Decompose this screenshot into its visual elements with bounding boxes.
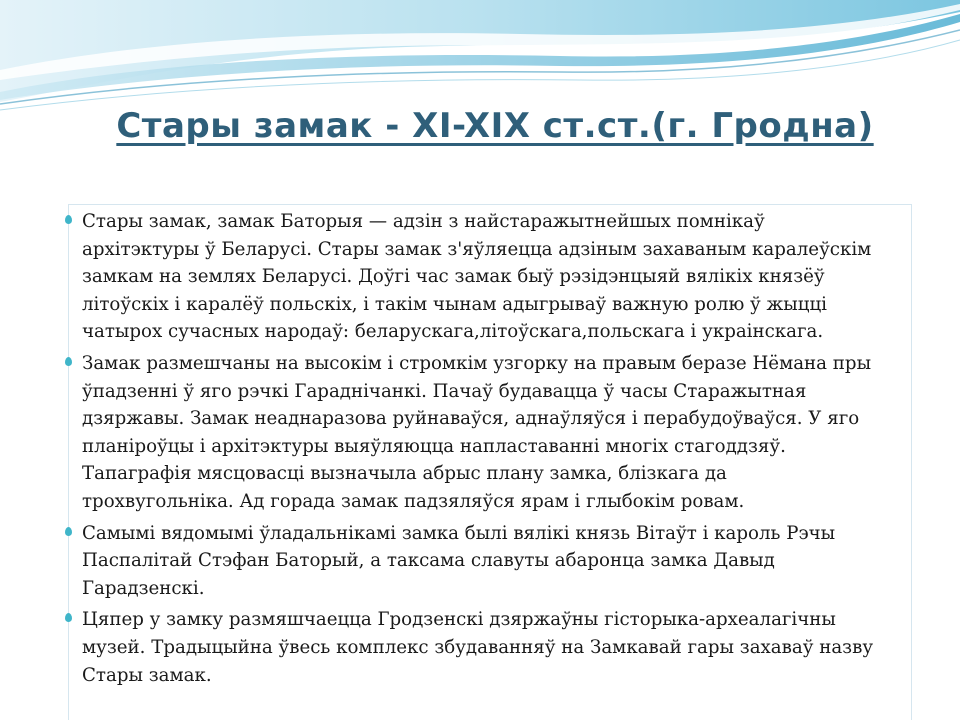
list-item — [79, 350, 911, 516]
bullet-icon — [65, 613, 72, 622]
bullet-text: Стары замак, замак Баторыя — адзін з найстаражытнейшых помнікаў архітэктуры ў Беларусі. Стары замак з'яўляецца адзіным захаваным каралеўскім замкам на землях Беларусі. Доўгі час замак быў рэзідэнцыяй вялікіх князёў літоўскіх і каралёў польскіх, і такім чынам адыгрываў важную ролю ў жыцці чатырох сучасных народаў: беларускага,літоўскага,польскага і украінскага. — [82, 211, 872, 343]
bullet-icon — [65, 357, 72, 366]
bullet-icon — [65, 527, 72, 536]
list-item — [79, 606, 911, 689]
bullet-text: Самымі вядомымі ўладальнікамі замка былі вялікі князь Вітаўт і кароль Рэчы Паспалітай Стэфан Баторый, а таксама славуты абаронца замка Давыд Гарадзенскі. — [82, 522, 836, 599]
bullet-text: Цяпер у замку размяшчаецца Гродзенскі дзяржаўны гісторыка-археалагічны музей. Традыцыйна ўвесь комплекс збудаванняў на Замкавай гары захаваў назву Стары замак. — [82, 609, 874, 686]
bullet-icon — [65, 215, 72, 224]
list-item — [79, 520, 911, 603]
list-item — [79, 208, 911, 346]
slide-title: Стары замак - XI-XIX ст.ст.(г. Гродна) — [116, 106, 874, 146]
bullet-list — [79, 208, 911, 693]
bullet-text: Замак размешчаны на высокім і стромкім узгорку на правым беразе Нёмана пры ўпадзенні ў яго рэчкі Гараднічанкі. Пачаў будавацца ў часы Старажытная дзяржавы. Замак неаднаразова руйнаваўся, аднаўляўся і перабудоўваўся. У яго планіроўцы і архітэктуры выяўляюцца напластаванні многіх стагоддзяў. Тапаграфія мясцовасці вызначыла абрыс плану замка, блізкага да трохвугольніка. Ад горада замак падзяляўся ярам і глыбокім ровам. — [82, 352, 872, 512]
